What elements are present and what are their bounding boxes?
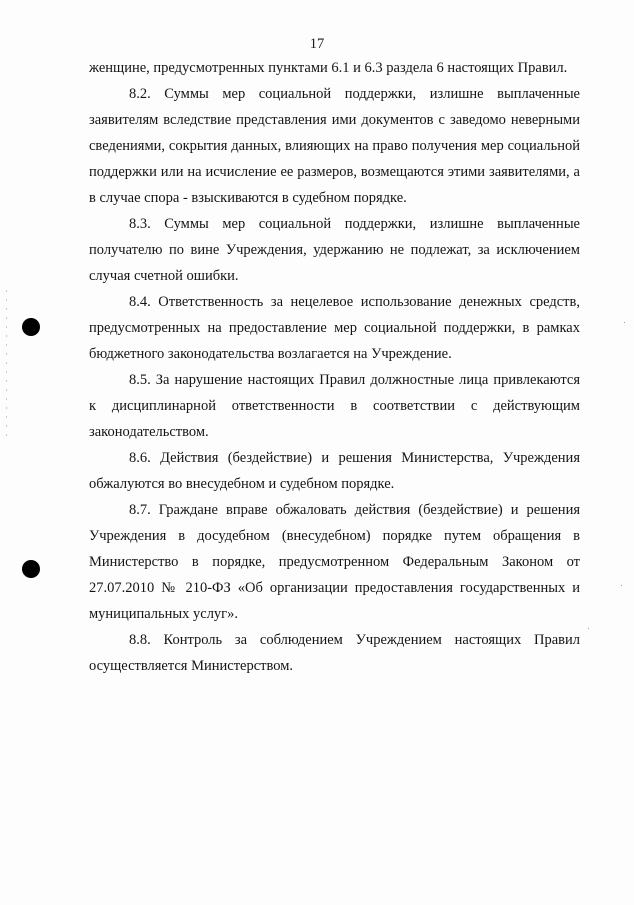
punch-hole-mark — [22, 560, 40, 578]
punch-hole-mark — [22, 318, 40, 336]
page-number: 17 — [309, 36, 325, 52]
paragraph-8-8: 8.8. Контроль за соблюдением Учреждением настоящих Правил осуществляется Министерством. — [89, 632, 580, 674]
paragraph-continuation: женщине, предусмотренных пунктами 6.1 и 6.3 раздела 6 настоящих Правил. — [89, 60, 568, 76]
scan-speck — [588, 628, 589, 629]
scan-edge-mark — [6, 290, 7, 440]
paragraph-8-7: 8.7. Граждане вправе обжаловать действия (бездействие) и решения Учреждения в досудебном (внесудебном) порядке путем обращения в Министерство в порядке, предусмотренном Федеральным Законом от 27.07.2010 № 210-ФЗ «Об организации предоставления государственных и муниципальных услуг». — [89, 502, 580, 622]
paragraph-8-3: 8.3. Суммы мер социальной поддержки, излишне выплаченные получателю по вине Учреждения, удержанию не подлежат, за исключением случая счетной ошибки. — [89, 216, 580, 284]
paragraph-8-4: 8.4. Ответственность за нецелевое использование денежных средств, предусмотренных на предоставление мер социальной поддержки, в рамках бюджетного законодательства возлагается на Учреждение. — [89, 294, 580, 362]
scan-speck — [624, 322, 625, 323]
paragraph-8-6: 8.6. Действия (бездействие) и решения Министерства, Учреждения обжалуются во внесудебном и судебном порядке. — [89, 450, 580, 492]
paragraph-8-5: 8.5. За нарушение настоящих Правил должностные лица привлекаются к дисциплинарной ответственности в соответствии с действующим законодательством. — [89, 372, 580, 440]
paragraph-8-2: 8.2. Суммы мер социальной поддержки, излишне выплаченные заявителям вследствие представления ими документов с заведомо неверными сведениями, сокрытия данных, влияющих на право получения мер социальной поддержки или на исчисление ее размеров, возмещаются этими заявителями, а в случае спора - взыскиваются в судебном порядке. — [89, 86, 580, 206]
scan-speck — [621, 585, 622, 586]
document-body — [89, 55, 580, 679]
